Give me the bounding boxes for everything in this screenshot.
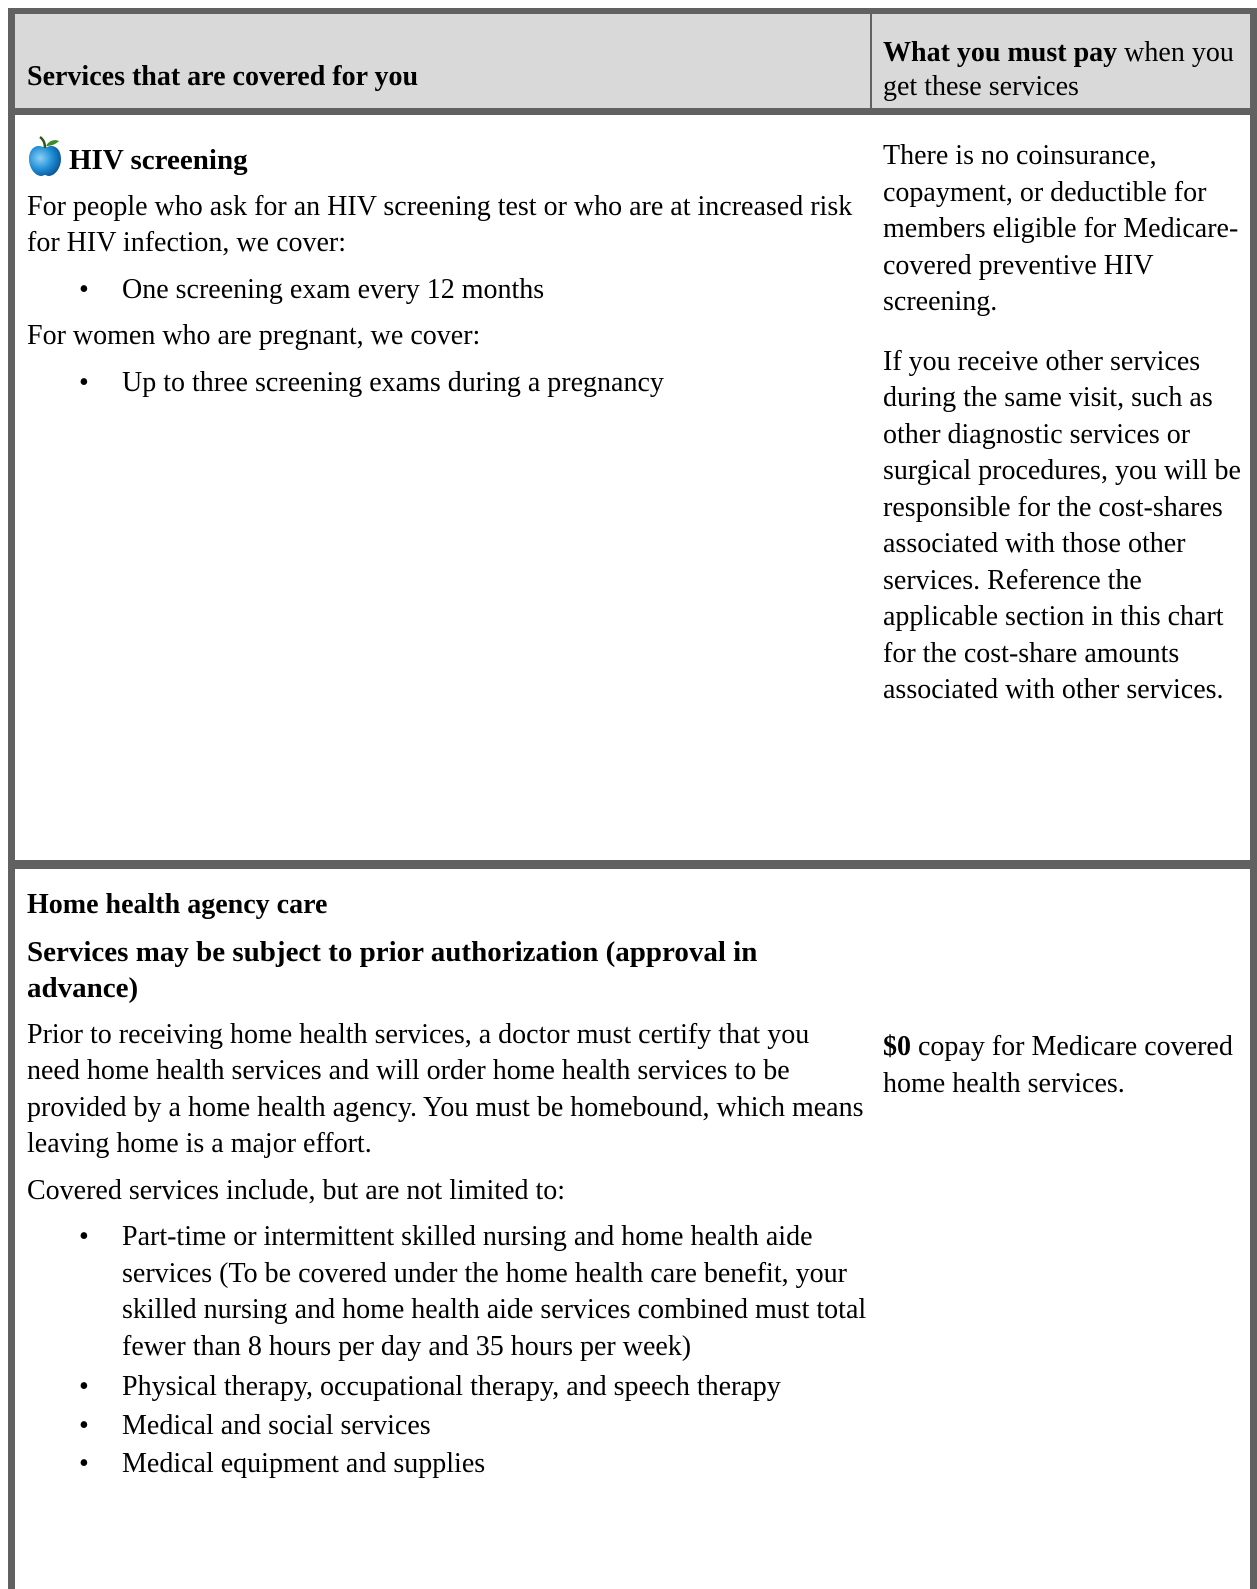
home-health-para: Prior to receiving home health services, a doctor must certify that you need home health services and will order home health services to be provided by a home health agency. You must be homebound, which means leaving home is a major effort. <box>27 1018 864 1159</box>
header-payment-rest: when you get these services <box>883 37 1234 102</box>
home-health-covered-intro: Covered services include, but are not limited to: <box>27 1174 566 1206</box>
hiv-payment-2: If you receive other services during the same visit, such as other diagnostic services or surgical procedures, you will be responsible for the cost-shares associated with those other services. Reference the applicable section in this chart for the cost-share amounts associated with other services. <box>883 345 1241 705</box>
row-home-health <box>15 869 1250 1589</box>
hiv-intro: For people who ask for an HIV screening test or who are at increased risk for HIV infection, we cover: <box>27 190 853 258</box>
header-services-label: Services that are covered for you <box>27 61 419 92</box>
list-item: • Physical therapy, occupational therapy, and speech therapy <box>27 1369 867 1406</box>
benefits-table <box>8 8 1257 1589</box>
home-health-services-cell <box>27 887 867 1483</box>
header-payment-bold: What you must pay <box>883 37 1118 68</box>
hiv-bullet-list-1 <box>27 272 867 309</box>
hiv-pregnant-intro: For women who are pregnant, we cover: <box>27 320 481 351</box>
hiv-title: HIV screening <box>69 144 248 176</box>
table-header <box>15 8 1250 115</box>
row-divider <box>15 860 1250 869</box>
home-health-bullet-list <box>27 1219 867 1483</box>
header-column-divider <box>870 8 872 115</box>
apple-icon <box>27 135 63 177</box>
home-health-payment <box>883 1029 1243 1102</box>
home-health-pay-rest: copay for Medicare covered home health services. <box>883 1031 1233 1099</box>
list-item: • Medical and social services <box>27 1408 867 1445</box>
list-item: • Medical equipment and supplies <box>27 1446 867 1483</box>
home-health-title: Home health agency care <box>27 889 328 920</box>
home-health-pay-amount: $0 <box>883 1031 911 1062</box>
list-item: • Up to three screening exams during a pregnancy <box>27 365 867 402</box>
hiv-bullet-list-2 <box>27 365 867 402</box>
hiv-payment-cell <box>883 138 1243 709</box>
home-health-subtitle: Services may be subject to prior authorization (approval in advance) <box>27 935 758 1004</box>
list-item: • One screening exam every 12 months <box>27 272 867 309</box>
list-item: • Part-time or intermittent skilled nursing and home health aide services (To be covered under the home health care benefit, your skilled nursing and home health aide services combined must total fewer than 8 hours per day and 35 hours per week) <box>27 1219 867 1365</box>
hiv-title-line <box>27 135 867 179</box>
hiv-services-cell <box>27 135 867 401</box>
row-hiv-screening <box>15 115 1250 869</box>
hiv-payment-1: There is no coinsurance, copayment, or deductible for members eligible for Medicare-covered preventive HIV screening. <box>883 140 1239 317</box>
home-health-payment-cell <box>883 1029 1243 1102</box>
header-payment-label <box>883 36 1253 104</box>
